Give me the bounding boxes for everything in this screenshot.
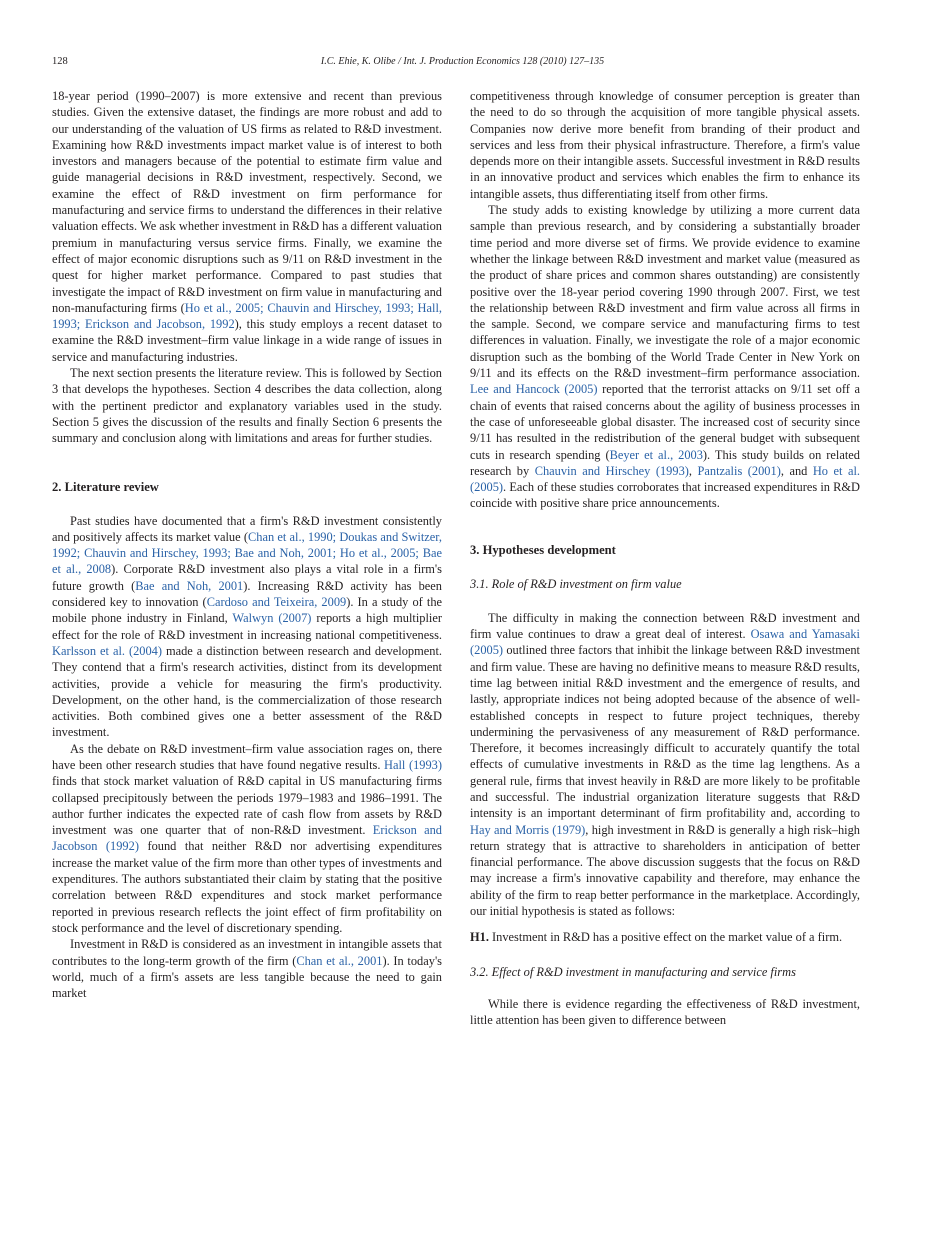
paragraph: Investment in R&D is considered as an investment in intangible assets that contributes to the long-term growth of the firm (Chan et al., 2001). In today's world, much of a firm's assets are less tangible because the need to gain market [52, 937, 443, 1001]
citation-link[interactable]: Pantzalis (2001) [697, 463, 781, 478]
paragraph: The next section presents the literature review. This is followed by Section 3 that develops the hypotheses. Section 4 describes the data collection, along with the pertinent predictor and explanatory variables used in the study. Section 5 gives the discussion of the results and finally Section 6 presents the summary and conclusion along with limitations and areas for further studies. [52, 366, 442, 446]
citation-link[interactable]: Erickson and Jacobson (1992) [52, 823, 442, 854]
citation-link[interactable]: Hall (1993) [384, 757, 442, 772]
paragraph: The study adds to existing knowledge by utilizing a more current data sample than previous research, and by considering a substantially broader time period and more diverse set of firms. We provide evidence to examine whether the linkage between R&D investment and market value (measured as the product of share prices and common shares outstanding) are consistently positive over the 18-year period covering 1990 through 2007. First, we test the relationship between R&D investment and firm value across all firms in the sample. Second, we compare service and manufacturing firms to test differences in valuation. Finally, we investigate the role of a major economic disruption such as the bombing of the World Trade Center in New York on 9/11 and its effects on the R&D investment–firm performance association. Lee and Hancock (2005) reported that the terrorist attacks on 9/11 set off a chain of events that raised concerns about the agility of business processes in the case of unforeseeable global disaster. The increased cost of security since 9/11 has resulted in the redistribution of the general budget with subsequent cuts in research spending (Beyer et al., 2003). This study builds on related research by Chauvin and Hirschey (1993), Pantzalis (2001), and Ho et al. (2005). Each of these studies corroborates that increased expenditures in R&D coincide with positive share price announcements. [470, 203, 861, 511]
section-heading: 3. Hypotheses development [470, 542, 616, 557]
running-head: I.C. Ehie, K. Olibe / Int. J. Production Economics 128 (2010) 127–135 [320, 56, 605, 67]
citation-link[interactable]: Cardoso and Teixeira, 2009 [206, 595, 347, 610]
citation-link[interactable]: Lee and Hancock (2005) [470, 382, 598, 397]
section-heading: 2. Literature review [52, 479, 159, 494]
left-column [52, 88, 442, 1001]
right-column [470, 88, 860, 1028]
paragraph: While there is evidence regarding the effectiveness of R&D investment, little attention has been given to difference between [470, 996, 860, 1027]
citation-link[interactable]: Beyer et al., 2003 [609, 447, 703, 462]
hypothesis-label: H1. [470, 930, 489, 945]
paragraph: The difficulty in making the connection between R&D investment and firm value continues to draw a great deal of interest. Osawa and Yamasaki (2005) outlined three factors that inhibit the linkage between R&D investment and firm value. These are having no definitive means to measure R&D results, time lag between initial R&D investment and the emergence of results, and lastly, appropriate indices not being adopted because of the absence of well-established concepts in respect to future project techniques, thereby undermining the pervasiveness of any measurement of R&D performance. Therefore, it becomes increasingly difficult to accurately quantify the total effects of cumulative investments in R&D as the time lag lengthens. As a general rule, firms that invest heavily in R&D are more likely to be profitable and successful. The industrial organization literature suggests that R&D intensity is an important determinant of firm profitability and, according to Hay and Morris (1979), high investment in R&D is generally a high risk–high return strategy that is attractive to shareholders in anticipation of better financial performance. The above discussion suggests that the focus on R&D may increase a firm's innovative capability and therefore, may enhance the ability of the firm to reap better performance in the marketplace. Accordingly, our initial hypothesis is stated as follows: [470, 610, 860, 919]
citation-link[interactable]: Bae and Noh, 2001 [135, 578, 244, 593]
citation-link[interactable]: Karlsson et al. (2004) [52, 643, 162, 658]
citation-link[interactable]: Walwyn (2007) [232, 611, 312, 626]
page-number: 128 [52, 56, 68, 67]
citation-link[interactable]: Chan et al., 1990; Doukas and Switzer, 1992; Chauvin and Hirschey, 1993; Bae and Noh, 2001; Ho et al., 2005; Bae et al., 2008 [52, 529, 442, 577]
subsection-heading: 3.1. Role of R&D investment on firm value [470, 576, 682, 591]
hypothesis: H1. Investment in R&D has a positive effect on the market value of a firm. [470, 930, 843, 945]
citation-link[interactable]: Ho et al., 2005; Chauvin and Hirschey, 1993; Hall, 1993; Erickson and Jacobson, 1992 [52, 300, 442, 332]
citation-link[interactable]: Hay and Morris (1979) [470, 822, 586, 837]
paragraph: competitiveness through knowledge of consumer perception is greater than the need to do so through the acquisition of more tangible physical assets. Companies now derive more benefit from branding of their product and services and less from their physical infrastructure. Therefore, a firm's value depends more on their intangible assets. Successful investment in R&D results in an innovative product and services which enables the firm to enhance its intangible assets, thus differentiating itself from other firms. [470, 89, 860, 201]
paragraph: As the debate on R&D investment–firm value association rages on, there have been other research studies that have found negative results. Hall (1993) finds that stock market valuation of R&D capital in US manufacturing firms collapsed precipitously between the periods 1979–1983 and 1986–1991. The author further indicates the expected rate of cash flow from assets by R&D investment was one quarter that of non-R&D investment. Erickson and Jacobson (1992) found that neither R&D nor advertising expenditures increase the market value of the firm more than other types of investments and expenditures. The authors substantiated their claim by stating that the positive correlation between R&D expenditures and stock market performance reported in previous research reflects the joint effect of firm profitability on stock performance and the level of discretionary spending. [52, 741, 442, 935]
citation-link[interactable]: Chan et al., 2001 [296, 953, 383, 968]
citation-link[interactable]: Ho et al. (2005) [470, 463, 861, 495]
citation-link[interactable]: Osawa and Yamasaki (2005) [470, 627, 860, 658]
citation-link[interactable]: Chauvin and Hirschey (1993) [534, 463, 689, 478]
paragraph: Past studies have documented that a firm's R&D investment consistently and positively affects its market value (Chan et al., 1990; Doukas and Switzer, 1992; Chauvin and Hirschey, 1993; Bae and Noh, 2001; Ho et al., 2005; Bae et al., 2008). Corporate R&D investment also plays a vital role in a firm's future growth (Bae and Noh, 2001). Increasing R&D activity has been considered key to innovation (Cardoso and Teixeira, 2009). In a study of the mobile phone industry in Finland, Walwyn (2007) reports a high multiplier effect for the role of R&D investment in increasing national competitiveness. Karlsson et al. (2004) made a distinction between research and development. They contend that a firm's research activities, distinct from its development activities, provide a vehicle for measuring the firm's productivity. Development, on the other hand, is the commercialization of those research activities. Both combined gives one a better assessment of the R&D investment. [52, 513, 443, 740]
paragraph: 18-year period (1990–2007) is more extensive and recent than previous studies. Given the extensive dataset, the findings are more robust and add to our understanding of the valuation of US firms as related to R&D investment. Examining how R&D investments impact market value is of interest to both investors and managers because of the potential to estimate firm value and guide managerial decisions in R&D investment, respectively. Second, we examine the effect of R&D investment on firm performance for manufacturing and service firms to understand the differences in their relative valuation effects. We ask whether investment in R&D has a different valuation premium in manufacturing versus service firms. Finally, we examine the effect of major economic disruptions such as 9/11 on R&D investment in the quest for higher market performance. Compared to past studies that investigate the impact of R&D investment on firm value in manufacturing and non-manufacturing firms (Ho et al., 2005; Chauvin and Hirschey, 1993; Hall, 1993; Erickson and Jacobson, 1992), this study employs a recent dataset to examine the R&D investment–firm value linkage in a wide range of issues in service and manufacturing industries. [52, 89, 442, 364]
subsection-heading: 3.2. Effect of R&D investment in manufacturing and service firms [470, 964, 796, 979]
